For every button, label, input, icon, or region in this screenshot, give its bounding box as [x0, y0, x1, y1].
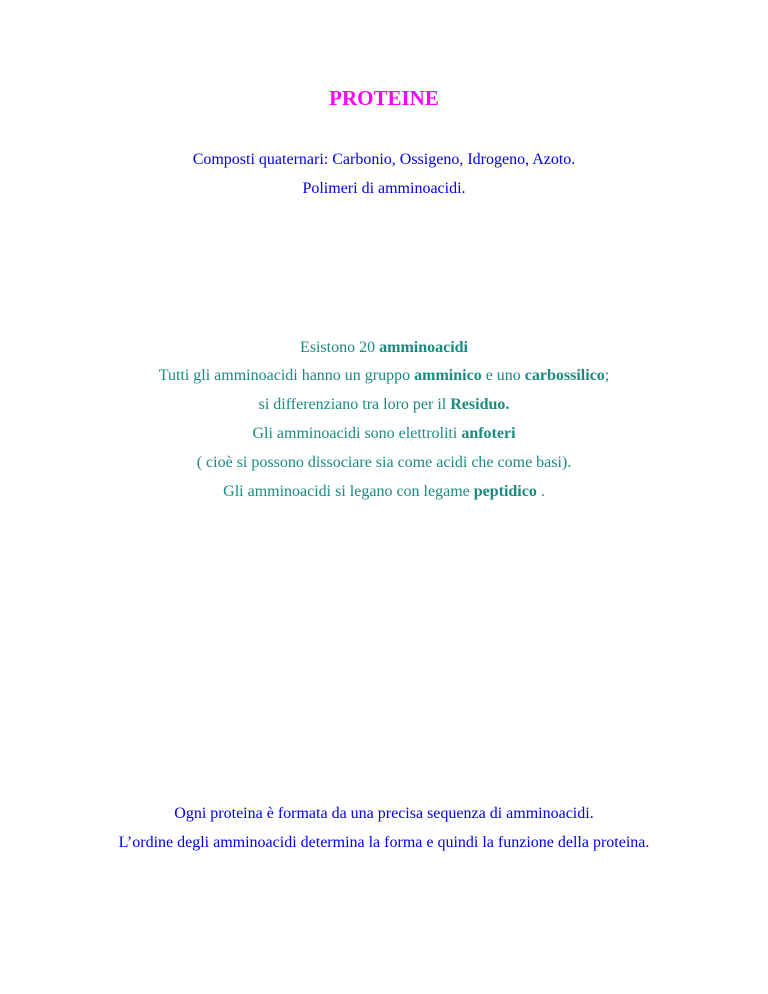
conclusion-line-2: L’ordine degli amminoacidi determina la forma e quindi la funzione della proteina. [118, 834, 650, 851]
intro-line-1: Composti quaternari: Carbonio, Ossigeno, Idrogeno, Azoto. [192, 151, 576, 168]
intro-line-2: Polimeri di amminoacidi. [302, 180, 466, 197]
keyword-carbossilico: carbossilico [524, 367, 605, 384]
conclusion-line-1: Ogni proteina è formata da una precisa sequenza di amminoacidi. [174, 805, 594, 822]
page-title: PROTEINE [329, 86, 439, 110]
text-segment: Gli amminoacidi si legano con legame [223, 483, 474, 500]
aminoacids-line-5: ( cioè si possono dissociare sia come acidi che come basi). [196, 454, 572, 471]
aminoacids-line-1 [0, 338, 768, 358]
text-segment: e uno [481, 367, 525, 384]
aminoacids-line-2 [0, 366, 768, 386]
aminoacids-line-6 [0, 482, 768, 502]
keyword-anfoteri: anfoteri [461, 425, 516, 442]
keyword-amminoacidi: amminoacidi [379, 339, 468, 356]
keyword-amminico: amminico [414, 367, 482, 384]
text-segment: Esistono 20 [299, 339, 380, 356]
text-segment: si differenziano tra loro per il [258, 396, 451, 413]
text-segment: ; [604, 367, 610, 384]
text-segment: . [536, 483, 545, 500]
aminoacids-line-4 [0, 424, 768, 444]
keyword-residuo: Residuo. [450, 396, 510, 413]
keyword-peptidico: peptidico [473, 483, 537, 500]
text-segment: Tutti gli amminoacidi hanno un gruppo [158, 367, 415, 384]
text-segment: Gli amminoacidi sono elettroliti [252, 425, 462, 442]
aminoacids-line-3 [0, 395, 768, 415]
